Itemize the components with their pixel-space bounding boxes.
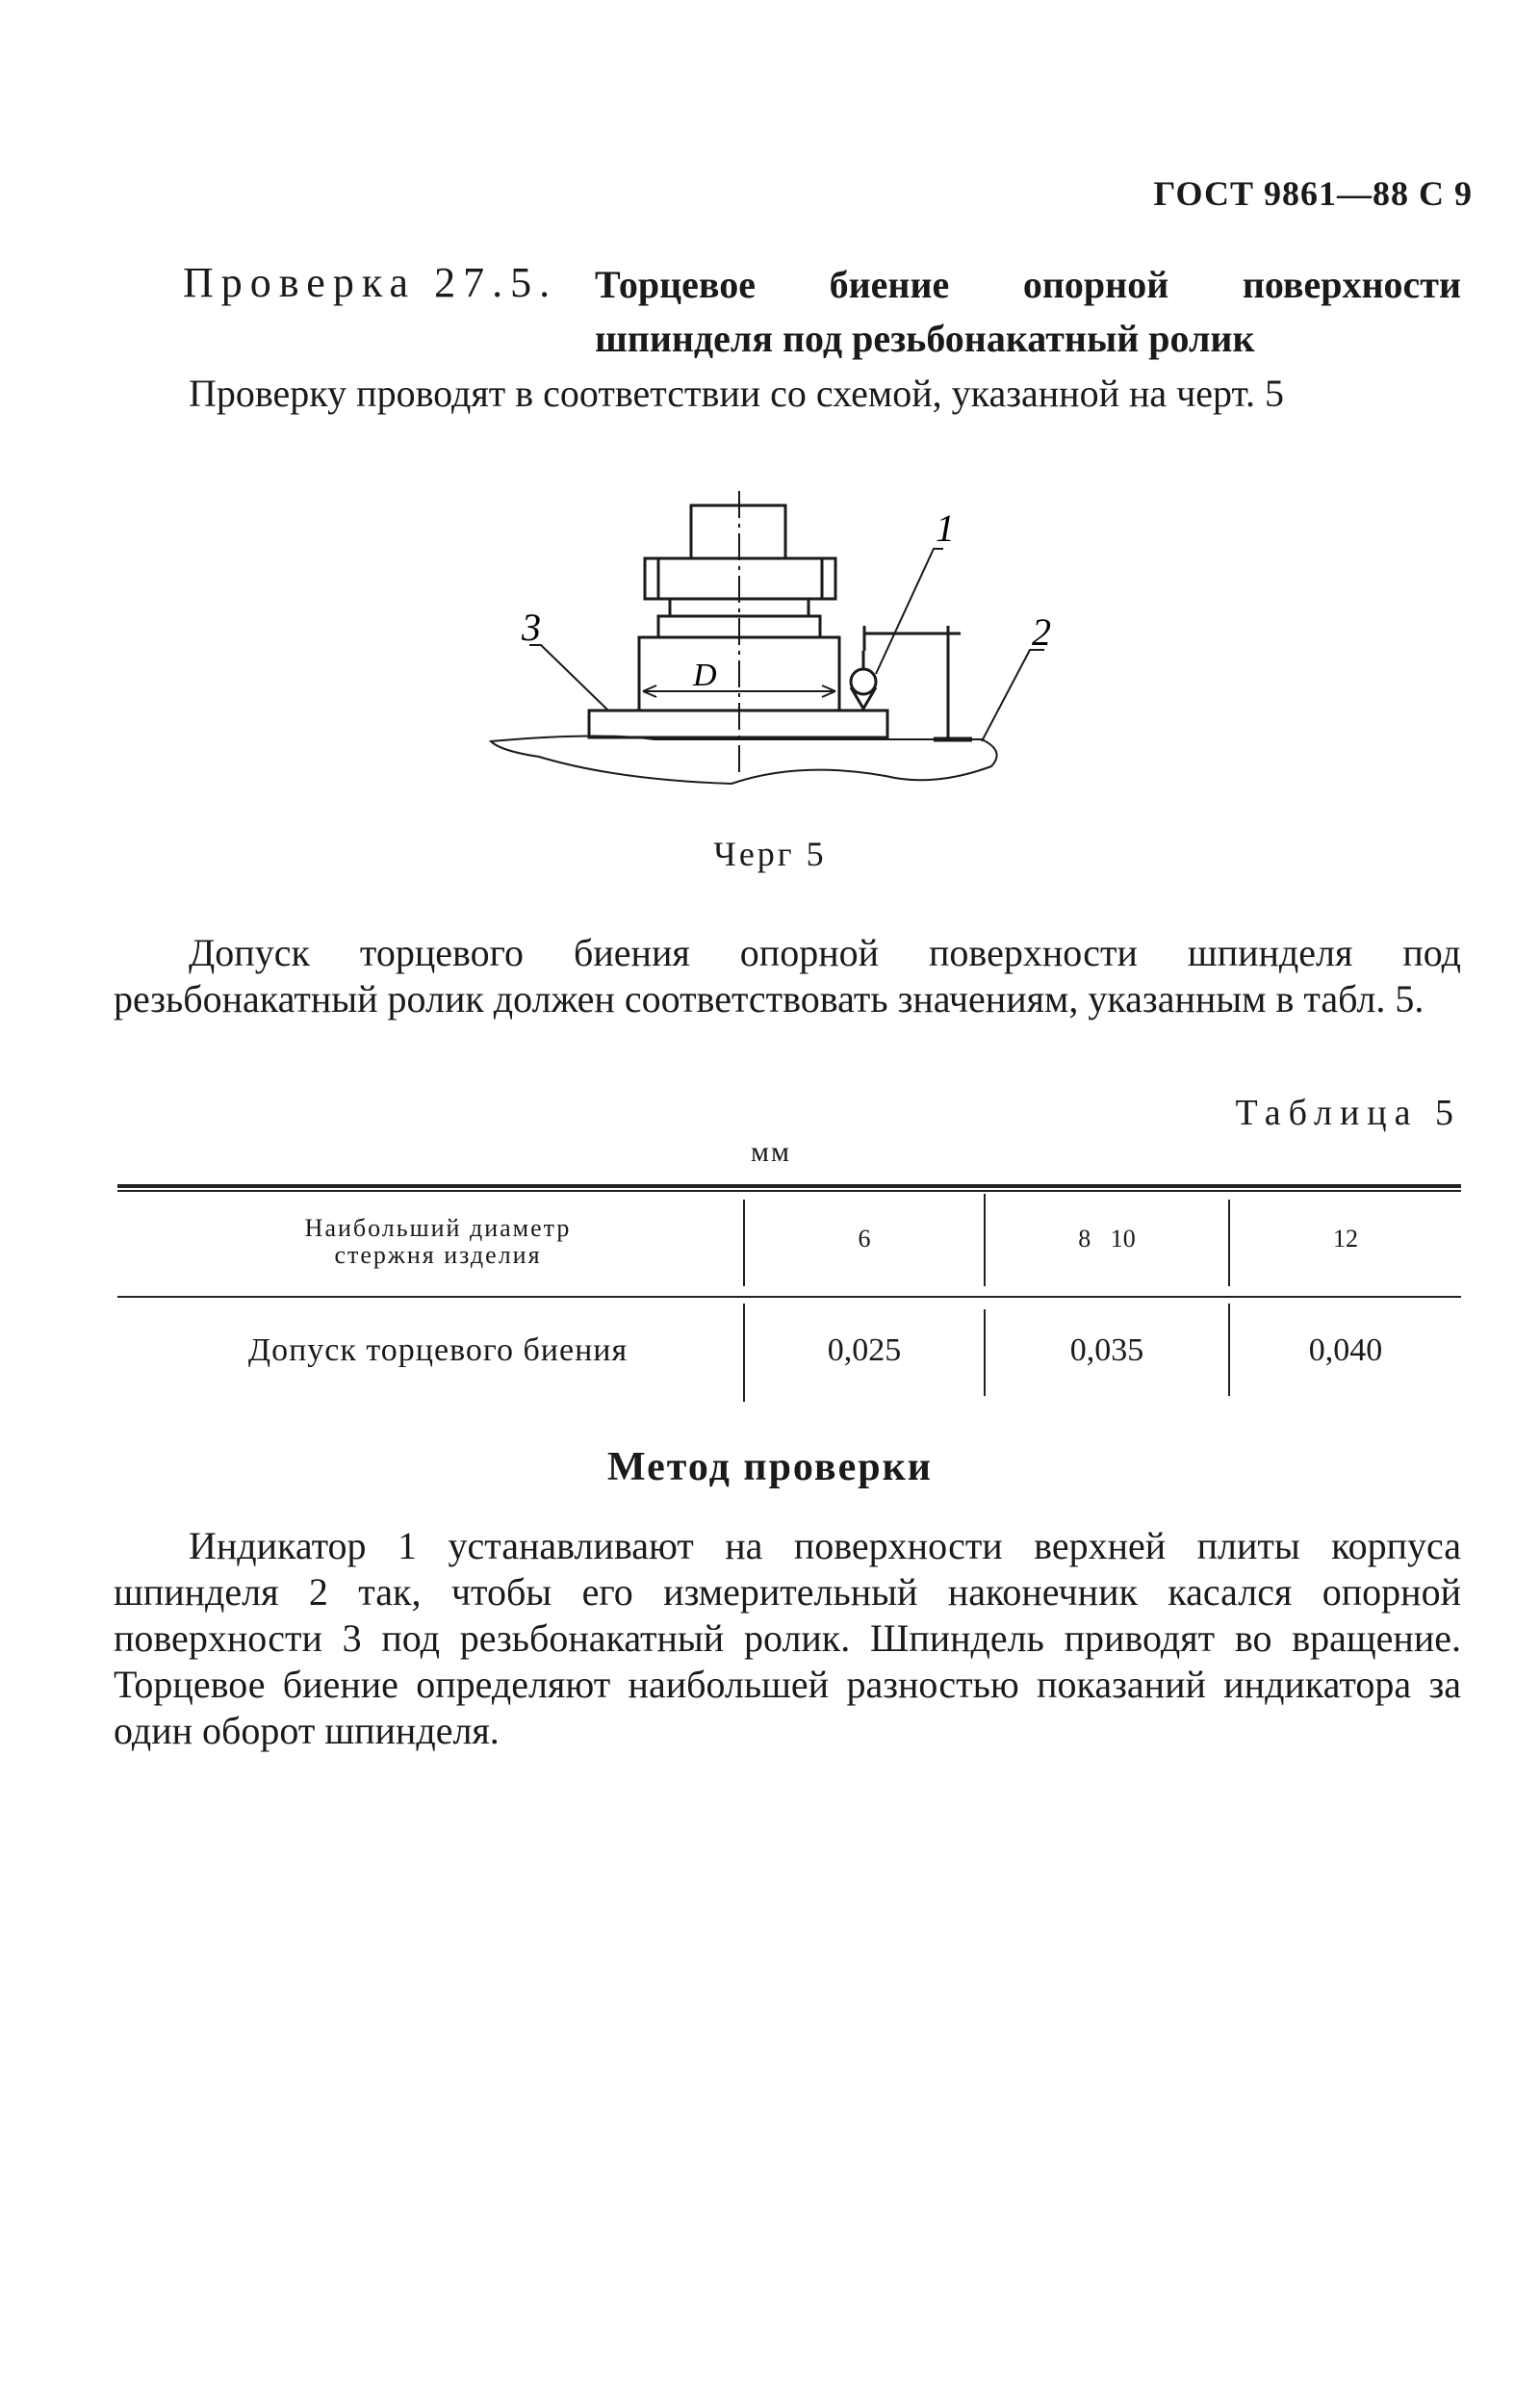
indicator-body bbox=[851, 669, 876, 694]
figure-caption: Черг 5 bbox=[713, 835, 827, 873]
check-title-line-2: шпинделя под резьбонакатный ролик bbox=[595, 317, 1255, 360]
table-top-rule bbox=[117, 1184, 1461, 1188]
table-value-2: 0,035 bbox=[1069, 1332, 1144, 1368]
table-header-label-line-1: Наибольший диаметр bbox=[304, 1214, 572, 1242]
leader-1 bbox=[876, 549, 943, 674]
document-code: ГОСТ 9861—88 С 9 bbox=[1153, 174, 1473, 213]
table-row-label: Допуск торцевого биения bbox=[247, 1332, 629, 1368]
label-1: 1 bbox=[936, 506, 955, 550]
table-col-2: 8 10 bbox=[1078, 1225, 1136, 1253]
leader-3 bbox=[529, 645, 608, 711]
label-3: 3 bbox=[522, 606, 541, 649]
tolerance-paragraph: Допуск торцевого биения опорной поверхности шпинделя под резьбонакатный ролик должен соответствовать значениям, указанным в табл. 5. bbox=[114, 931, 1461, 1021]
table-value-3: 0,040 bbox=[1308, 1332, 1383, 1368]
method-heading: Метод проверки bbox=[607, 1445, 933, 1489]
floor-surface bbox=[491, 736, 997, 784]
leader-2 bbox=[982, 650, 1044, 741]
label-d: D bbox=[693, 658, 717, 693]
figure-5-drawing bbox=[481, 481, 1051, 809]
intro-paragraph: Проверку проводят в соответствии со схемой, указанной на черт. 5 bbox=[189, 372, 1284, 415]
table-value-1: 0,025 bbox=[827, 1332, 902, 1368]
table-units: мм bbox=[751, 1136, 791, 1168]
table-label: Таблица 5 bbox=[1235, 1093, 1461, 1133]
method-paragraph: Индикатор 1 устанавливают на поверхности верхней плиты корпуса шпинделя 2 так, чтобы его измерительный наконечник касался опорной поверхности 3 под резьбонакатный ролик. Шпиндель приводят во вращение. Торцевое биение определяют наибольшей разностью показаний индикатора за один оборот шпинделя. bbox=[114, 1524, 1461, 1752]
table-header-rule bbox=[117, 1296, 1461, 1298]
table-header-label-line-2: стержня изделия bbox=[334, 1241, 542, 1269]
table-header-label bbox=[135, 1215, 741, 1269]
check-title bbox=[595, 258, 1461, 366]
check-title-line-1: Торцевое биение опорной поверхности bbox=[595, 263, 1461, 306]
table-top-rule-2 bbox=[117, 1190, 1461, 1192]
table-col-3: 12 bbox=[1333, 1225, 1358, 1253]
table-col-1: 6 bbox=[858, 1225, 871, 1253]
check-number: Проверка 27.5. bbox=[183, 259, 558, 306]
label-2: 2 bbox=[1032, 610, 1051, 654]
